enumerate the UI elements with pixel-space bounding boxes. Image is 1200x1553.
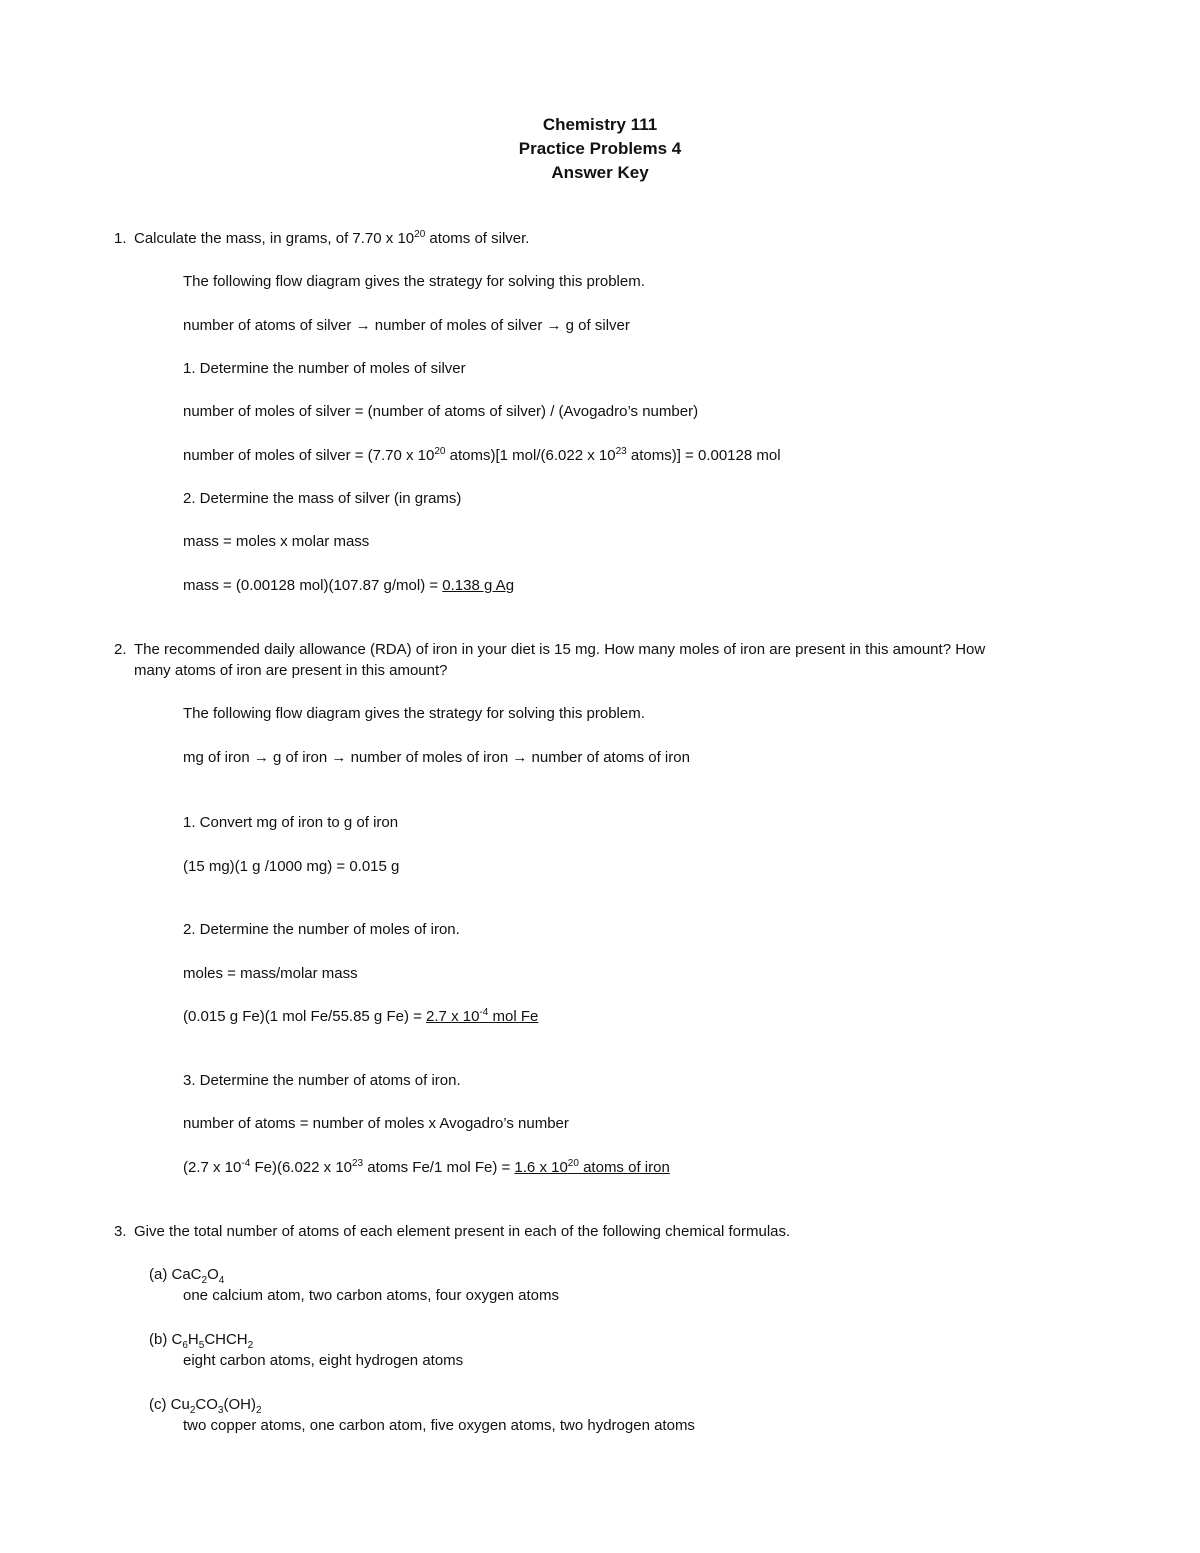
- problem-2-step-3: 3. Determine the number of atoms of iron.: [183, 1072, 461, 1089]
- problem-2-step-1: 1. Convert mg of iron to g of iron: [183, 814, 399, 831]
- problem-3a-answer: one calcium atom, two carbon atoms, four oxygen atoms: [183, 1287, 560, 1304]
- problem-1-equation-1: number of moles of silver = (number of atoms of silver) / (Avogadro’s number): [183, 403, 699, 420]
- arrow-right-icon: →: [512, 749, 528, 766]
- problem-2-number: 2.: [114, 641, 127, 658]
- problem-3b-answer: eight carbon atoms, eight hydrogen atoms: [183, 1352, 464, 1369]
- arrow-right-icon: →: [546, 317, 562, 334]
- problem-1-strategy: The following flow diagram gives the strategy for solving this problem.: [183, 273, 645, 290]
- problem-2-atoms-answer: 1.6 x $10^{20}$ atoms of iron: [514, 1158, 670, 1176]
- problem-3c-answer: two copper atoms, one carbon atom, five oxygen atoms, two hydrogen atoms: [183, 1417, 695, 1434]
- problem-1-step-2: 2. Determine the mass of silver (in grams): [183, 490, 462, 507]
- problem-1-flow-diagram: number of atoms of silver → number of moles of silver → g of silver: [183, 317, 630, 334]
- answer-key-label: Answer Key: [551, 163, 649, 182]
- problem-1-equation-3: mass = moles x molar mass: [183, 533, 370, 550]
- problem-2-equation-2: moles = mass/molar mass: [183, 965, 358, 982]
- problem-3-number: 3.: [114, 1223, 127, 1240]
- problem-2-equation-5: (2.7 x $10^{-4}$ Fe)(6.022 x $10^{23}$ atoms Fe/1 mol Fe) = 1.6 x $10^{20}$ atoms of iron: [183, 1158, 670, 1176]
- course-title: Chemistry 111: [542, 115, 658, 134]
- problem-2-flow-diagram: mg of iron → g of iron → number of moles of iron → number of atoms of iron: [183, 749, 690, 766]
- problem-2-question-line-1: 2. The recommended daily allowance (RDA) of iron in your diet is 15 mg. How many moles of iron are present in this amount? How: [114, 641, 986, 658]
- problem-2-equation-3: (0.015 g Fe)(1 mol Fe/55.85 g Fe) = 2.7 x $10^{-4}$ mol Fe: [183, 1007, 539, 1025]
- arrow-right-icon: →: [331, 749, 347, 766]
- problem-1-number: 1.: [114, 230, 127, 247]
- problem-2-question-line-2: many atoms of iron are present in this amount?: [134, 662, 448, 679]
- problem-3c-formula: (c) $Cu_2CO_3(OH)_2$: [149, 1396, 262, 1416]
- problem-1-equation-2: number of moles of silver = (7.70 x $10^{20}$ atoms)[1 mol/(6.022 x $10^{23}$ atoms)] = 0.00128 mol: [183, 446, 781, 464]
- problem-2-step-2: 2. Determine the number of moles of iron.: [183, 921, 460, 938]
- document-subtitle: Practice Problems 4: [518, 139, 682, 158]
- arrow-right-icon: →: [355, 317, 371, 334]
- problem-2-moles-answer: 2.7 x $10^{-4}$ mol Fe: [426, 1007, 539, 1025]
- problem-3-question: 3. Give the total number of atoms of each element present in each of the following chemical formulas.: [114, 1223, 791, 1240]
- problem-1-step-1: 1. Determine the number of moles of silver: [183, 360, 466, 377]
- problem-1-equation-4: mass = (0.00128 mol)(107.87 g/mol) = 0.138 g Ag: [183, 577, 515, 594]
- problem-2-equation-4: number of atoms = number of moles x Avogadro’s number: [183, 1115, 569, 1132]
- problem-3b-formula: (b) $C_6H_5CHCH_2$: [149, 1331, 254, 1351]
- problem-1-question: 1. Calculate the mass, in grams, of 7.70 x $10^{20}$ atoms of silver.: [114, 229, 530, 247]
- problem-2-strategy: The following flow diagram gives the strategy for solving this problem.: [183, 705, 645, 722]
- arrow-right-icon: →: [253, 749, 269, 766]
- problem-2-equation-1: (15 mg)(1 g /1000 mg) = 0.015 g: [183, 858, 400, 875]
- problem-3a-formula: (a) $CaC_2O_4$: [149, 1266, 225, 1286]
- problem-1-answer: 0.138 g Ag: [442, 577, 515, 594]
